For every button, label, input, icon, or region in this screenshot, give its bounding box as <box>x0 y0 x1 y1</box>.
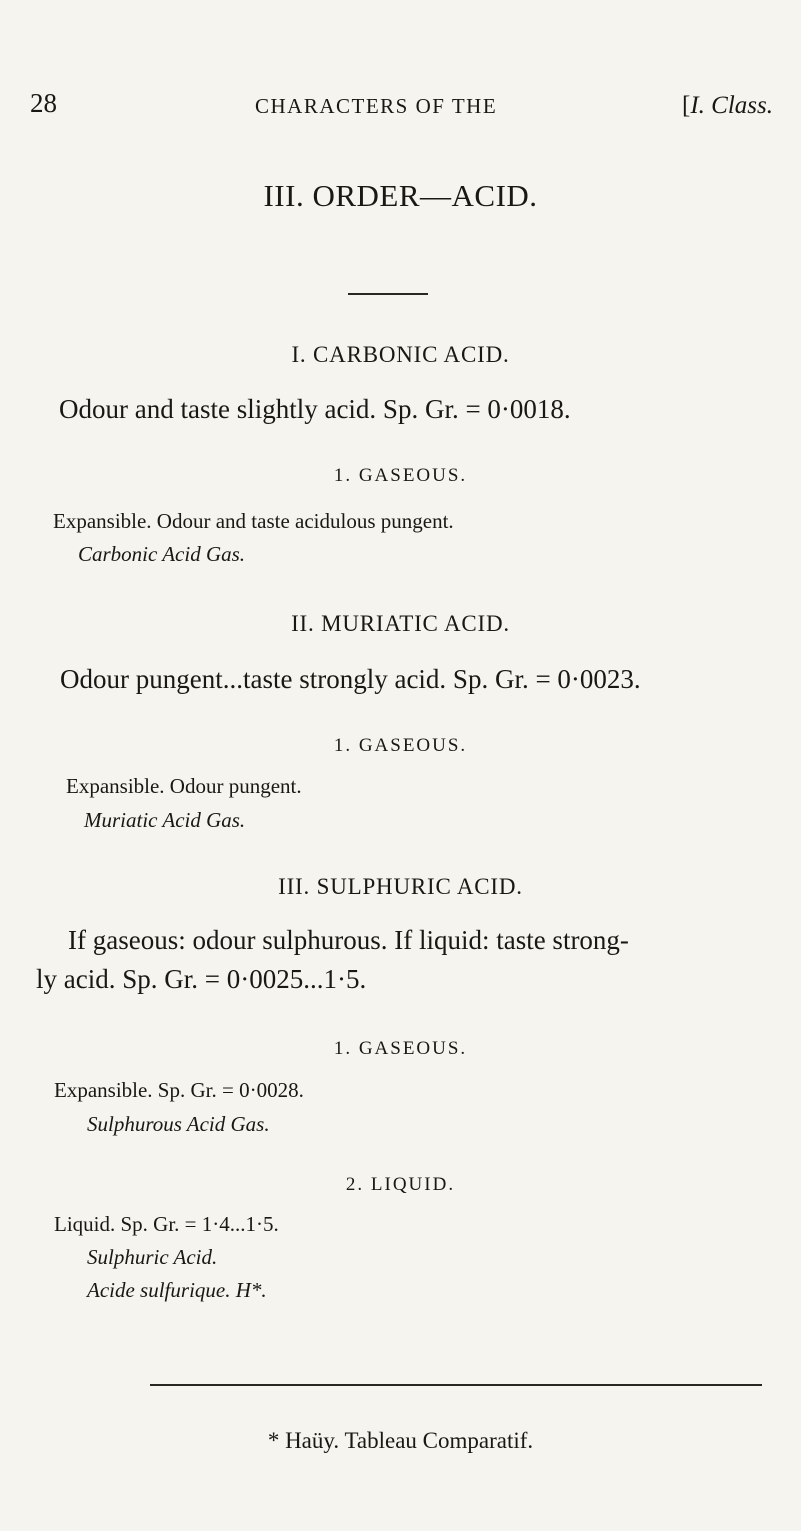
subsection-liquid-sulphuric: 2. LIQUID. <box>345 1174 456 1195</box>
subsection-gaseous-carbonic: 1. GASEOUS. <box>333 465 468 486</box>
description-carbonic: Expansible. Odour and taste acidulous pungent. <box>53 509 454 533</box>
section-intro-carbonic: Odour and taste slightly acid. Sp. Gr. = 0·0018. <box>59 394 571 424</box>
class-label-text: I. Class. <box>690 92 773 119</box>
footnote: * Haüy. Tableau Comparatif. <box>267 1428 534 1453</box>
class-bracket: [ <box>682 92 691 119</box>
footnote-divider <box>150 1384 762 1386</box>
subsection-gaseous-muriatic: 1. GASEOUS. <box>333 735 468 756</box>
order-title: III. ORDER—ACID. <box>263 178 538 213</box>
name-acide-sulfurique: Acide sulfurique. H*. <box>87 1278 267 1302</box>
description-sulphuric-liquid: Liquid. Sp. Gr. = 1·4...1·5. <box>54 1212 279 1236</box>
section-title-sulphuric: III. SULPHURIC ACID. <box>278 874 523 899</box>
running-title: CHARACTERS OF THE <box>255 94 498 118</box>
section-intro-sulphuric-line1: If gaseous: odour sulphurous. If liquid: taste strong- <box>68 925 629 955</box>
section-intro-sulphuric-line2: ly acid. Sp. Gr. = 0·0025...1·5. <box>36 964 367 994</box>
divider-short <box>348 293 428 295</box>
section-title-carbonic: I. CARBONIC ACID. <box>291 342 510 367</box>
section-title-muriatic: II. MURIATIC ACID. <box>291 611 510 636</box>
name-carbonic: Carbonic Acid Gas. <box>78 542 246 566</box>
description-muriatic: Expansible. Odour pungent. <box>66 774 302 798</box>
page-number: 28 <box>30 88 57 118</box>
name-sulphuric-acid: Sulphuric Acid. <box>87 1245 218 1269</box>
name-muriatic: Muriatic Acid Gas. <box>84 808 246 832</box>
description-sulphurous-gas: Expansible. Sp. Gr. = 0·0028. <box>54 1078 304 1102</box>
name-sulphurous-gas: Sulphurous Acid Gas. <box>87 1112 270 1136</box>
section-intro-muriatic: Odour pungent...taste strongly acid. Sp. Gr. = 0·0023. <box>60 664 641 694</box>
subsection-gaseous-sulphuric: 1. GASEOUS. <box>333 1038 468 1059</box>
class-label <box>682 92 773 120</box>
